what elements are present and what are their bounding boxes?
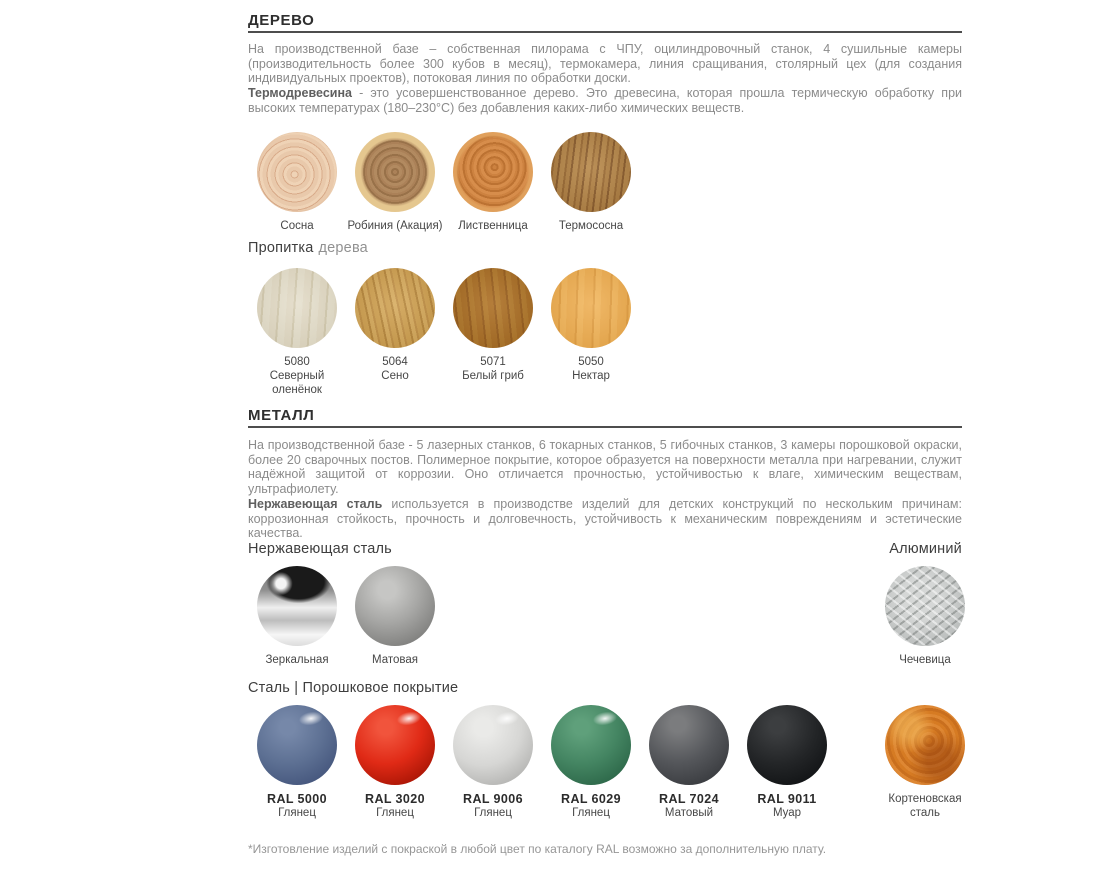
powder-swatch-corten (876, 705, 974, 820)
powder-swatch-ral5000 (248, 705, 346, 820)
swatch-name: Северный оленёнок (269, 370, 325, 396)
wood-intro-paragraph: На производственной базе – собственная пилорама с ЧПУ, оцилиндровочный станок, 4 сушильные камеры (производительность более 300 кубов в месяц), термокамера, линия сращивания, столярный цех (для создания индивидуальных проектов), потоковая линия по обработки доски. (248, 42, 962, 86)
powder-swatch-ral9011 (738, 705, 836, 820)
swatch-label: Зеркальная (265, 654, 329, 666)
ral9006-sphere (453, 705, 533, 785)
ral-finish: Муар (772, 807, 802, 819)
swatch-code: 5050 (578, 356, 604, 368)
aluminum-heading: Алюминий (889, 541, 962, 557)
metal-subheadings-row (248, 541, 962, 557)
powder-swatch-ral7024 (640, 705, 738, 820)
swatch-label: Термососна (558, 220, 624, 232)
metal-section-heading: МЕТАЛЛ (248, 407, 315, 424)
powder-coating-row (248, 705, 836, 820)
ral-finish: Глянец (376, 807, 414, 819)
swatch-label: Матовая (372, 654, 418, 666)
powder-swatch-ral9006 (444, 705, 542, 820)
aluminum-swatch-lentil (876, 566, 974, 667)
thermo-wood-term: Термодревесина (248, 86, 352, 101)
impregnation-row (248, 268, 640, 397)
wood-swatch-larch (444, 132, 542, 233)
ral-code: RAL 9011 (757, 792, 817, 806)
ral9011-sphere (747, 705, 827, 785)
ral-finish: Глянец (474, 807, 512, 819)
stainless-heading: Нержавеющая сталь (248, 541, 392, 557)
impregnation-swatch-5080 (248, 268, 346, 397)
ral-finish: Глянец (572, 807, 610, 819)
ral-code: RAL 6029 (561, 792, 621, 806)
swatch-code: 5080 (284, 356, 310, 368)
impregnation-heading: Пропитка дерева (248, 240, 368, 256)
impregnation-5064-circle (355, 268, 435, 348)
ral5000-sphere (257, 705, 337, 785)
wood-description (248, 42, 962, 116)
impregnation-swatch-5064 (346, 268, 444, 397)
impregnation-swatch-5071 (444, 268, 542, 397)
aluminum-row (876, 566, 974, 667)
swatch-label: Сосна (280, 220, 314, 232)
ral-code: RAL 9006 (463, 792, 523, 806)
diamond-plate-circle (885, 566, 965, 646)
stainless-row (248, 566, 444, 667)
ral6029-sphere (551, 705, 631, 785)
wood-swatch-robinia (346, 132, 444, 233)
ral-finish: Глянец (278, 807, 316, 819)
wood-section-divider (248, 31, 962, 33)
ral-code: RAL 3020 (365, 792, 425, 806)
impregnation-5071-circle (453, 268, 533, 348)
robinia-swatch-circle (355, 132, 435, 212)
powder-coating-heading: Сталь | Порошковое покрытие (248, 680, 459, 696)
swatch-code: 5071 (480, 356, 506, 368)
metal-stainless-paragraph: Нержавеющая сталь используется в производстве изделий для детских конструкций по нескольким причинам: коррозионная стойкость, прочность и долговечность, устойчивость к механическим повреждениям и эстетические качества. (248, 496, 962, 541)
ral-finish: Матовый (664, 807, 714, 819)
larch-swatch-circle (453, 132, 533, 212)
swatch-name: Нектар (572, 370, 610, 382)
corten-row (876, 705, 974, 820)
ral-code: RAL 5000 (267, 792, 327, 806)
thermopine-swatch-circle (551, 132, 631, 212)
impregnation-swatch-5050 (542, 268, 640, 397)
swatch-label: Робиния (Акация) (347, 220, 443, 232)
matte-steel-sphere (355, 566, 435, 646)
swatch-name: Белый гриб (462, 370, 524, 382)
pine-swatch-circle (257, 132, 337, 212)
impregnation-5050-circle (551, 268, 631, 348)
wood-thermo-paragraph: Термодревесина - это усовершенствованное дерево. Это древесина, которая прошла термическую обработку при высоких температурах (180–230°С) без добавления каких-либо химических веществ. (248, 86, 962, 115)
swatch-label: Лиственница (458, 220, 528, 232)
wood-swatch-pine (248, 132, 346, 233)
swatch-code: 5064 (382, 356, 408, 368)
wood-swatch-thermopine (542, 132, 640, 233)
ral-code: RAL 7024 (659, 792, 719, 806)
powder-swatch-ral3020 (346, 705, 444, 820)
swatch-label: Чечевица (899, 654, 951, 666)
swatch-label: Кортеновская сталь (888, 793, 962, 819)
corten-steel-circle (885, 705, 965, 785)
stainless-swatch-matte (346, 566, 444, 667)
ral-footnote: *Изготовление изделий с покраской в любой цвет по каталогу RAL возможно за дополнительную плату. (248, 842, 827, 856)
stainless-swatch-mirror (248, 566, 346, 667)
ral7024-sphere (649, 705, 729, 785)
metal-intro-paragraph: На производственной базе - 5 лазерных станков, 6 токарных станков, 5 гибочных станков, 3 камеры порошковой окраски, более 20 сварочных постов. Полимерное покрытие, которое образуется на поверхности металла при нагревании, служит надёжной защитой от коррозии. Оно отличается прочностью, устойчивостью к влаге, химическим веществам, ультрафиолету. (248, 438, 962, 497)
metal-section-divider (248, 426, 962, 428)
powder-swatch-ral6029 (542, 705, 640, 820)
impregnation-5080-circle (257, 268, 337, 348)
wood-species-row (248, 132, 640, 233)
stainless-steel-term: Нержавеющая сталь (248, 496, 383, 511)
swatch-name: Сено (381, 370, 409, 382)
ral3020-sphere (355, 705, 435, 785)
mirror-steel-sphere (257, 566, 337, 646)
wood-section-heading: ДЕРЕВО (248, 12, 315, 29)
metal-description (248, 438, 962, 541)
